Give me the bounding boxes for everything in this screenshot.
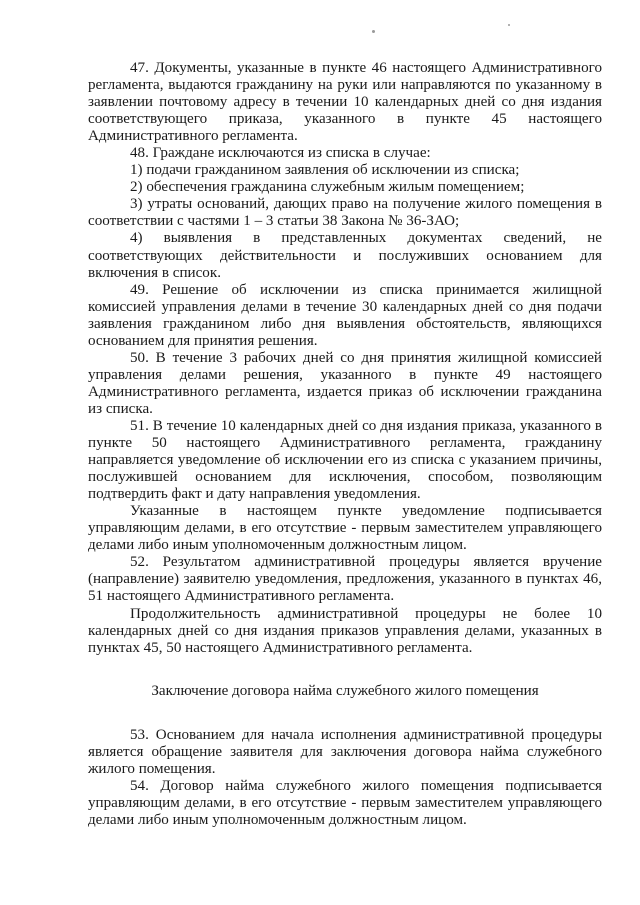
paragraph-53: 53. Основанием для начала исполнения административной процедуры является обращение заявителя для заключения договора найма служебного жилого помещения. bbox=[88, 726, 602, 777]
paragraph-52-duration: Продолжительность административной процедуры не более 10 календарных дней со дня издания приказов управления делами, указанных в пунктах 45, 50 настоящего Административного регламента. bbox=[88, 605, 602, 656]
list-item-48-4: 4) выявления в представленных документах сведений, не соответствующих действительности и послуживших основанием для включения в список. bbox=[88, 230, 602, 281]
list-item-48-3: 3) утраты оснований, дающих право на получение жилого помещения в соответствии с частями 1 – 3 статьи 38 Закона № 36-ЗАО; bbox=[88, 196, 602, 230]
paragraph-48: 48. Граждане исключаются из списка в случае: bbox=[130, 145, 431, 162]
scan-speck bbox=[372, 30, 375, 33]
paragraph-49: 49. Решение об исключении из списка принимается жилищной комиссией управления делами в течение 30 календарных дней со дня подачи заявления гражданином либо дня выявления обстоятельств, являющихся основанием для принятия решения. bbox=[88, 281, 602, 349]
paragraph-51: 51. В течение 10 календарных дней со дня издания приказа, указанного в пункте 50 настоящего Административного регламента, гражданину направляется уведомление об исключении его из списка с указанием причины, послужившей основанием для исключения, способом, позволяющим подтвердить факт и дату направления уведомления. bbox=[88, 417, 602, 503]
paragraph-50: 50. В течение 3 рабочих дней со дня принятия жилищной комиссией управления делами решения, указанного в пункте 49 настоящего Административного регламента, издается приказ об исключении гражданина из списка. bbox=[88, 349, 602, 417]
list-item-48-2: 2) обеспечения гражданина служебным жилым помещением; bbox=[130, 179, 525, 196]
paragraph-54: 54. Договор найма служебного жилого помещения подписывается управляющим делами, в его отсутствие - первым заместителем управляющего делами либо иным уполномоченным должностным лицом. bbox=[88, 777, 602, 828]
spacer bbox=[88, 700, 602, 727]
spacer bbox=[88, 657, 602, 683]
paragraph-51-note: Указанные в настоящем пункте уведомление подписывается управляющим делами, в его отсутствие - первым заместителем управляющего делами либо иным уполномоченным должностным лицом. bbox=[88, 503, 602, 554]
document-body bbox=[88, 60, 602, 829]
paragraph-47: 47. Документы, указанные в пункте 46 настоящего Административного регламента, выдаются гражданину на руки или направляются по указанному в заявлении почтовому адресу в течении 10 календарных дней со дня издания соответствующего приказа, указанного в пункте 45 настоящего Административного регламента. bbox=[88, 60, 602, 145]
section-heading: Заключение договора найма служебного жилого помещения bbox=[151, 682, 539, 699]
scan-speck bbox=[508, 24, 510, 26]
list-item-48-1: 1) подачи гражданином заявления об исключении из списка; bbox=[130, 162, 520, 179]
paragraph-52: 52. Результатом административной процедуры является вручение (направление) заявителю уведомления, предложения, указанного в пунктах 46, 51 настоящего Административного регламента. bbox=[88, 554, 602, 605]
